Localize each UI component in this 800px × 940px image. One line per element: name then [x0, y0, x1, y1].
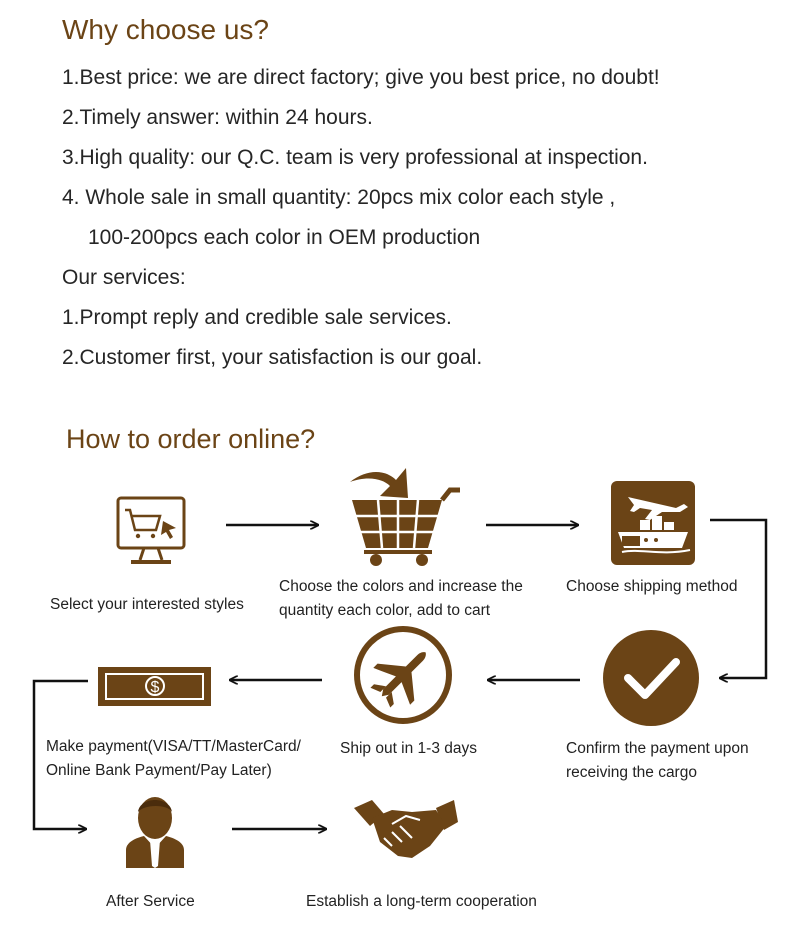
service-item-2: 2.Customer first, your satisfaction is our goal.	[62, 346, 483, 369]
airplane-icon	[357, 629, 449, 721]
services-title: Our services:	[62, 266, 186, 289]
why-item-4-cont: 100-200pcs each color in OEM production	[88, 226, 481, 249]
step-confirm-label-2: receiving the cargo	[566, 764, 697, 781]
step-ship-label: Ship out in 1-3 days	[340, 740, 478, 757]
service-item-1: 1.Prompt reply and credible sale services.	[62, 306, 452, 329]
step-pay-label-2: Online Bank Payment/Pay Later)	[46, 762, 272, 779]
step-coop-label: Establish a long-term cooperation	[306, 893, 537, 910]
shopping-cart-icon	[350, 468, 460, 566]
payment-icon	[98, 667, 211, 706]
why-item-2: 2.Timely answer: within 24 hours.	[62, 106, 373, 129]
computer-cart-icon	[118, 498, 184, 562]
step-cart-label-1: Choose the colors and increase the	[279, 578, 523, 595]
step-confirm-label-1: Confirm the payment upon	[566, 740, 749, 757]
step-shipping-label: Choose shipping method	[566, 578, 738, 595]
step-cart-label-2: quantity each color, add to cart	[279, 602, 491, 619]
person-icon	[126, 797, 184, 868]
order-title: How to order online?	[66, 424, 316, 454]
shipping-icon	[611, 481, 695, 565]
step-select-label: Select your interested styles	[50, 596, 244, 613]
why-item-1: 1.Best price: we are direct factory; give you best price, no doubt!	[62, 66, 660, 89]
svg-text:$: $	[150, 679, 160, 696]
arrow-3	[710, 520, 766, 678]
handshake-icon	[354, 800, 458, 858]
why-item-4: 4. Whole sale in small quantity: 20pcs mix color each style ,	[62, 186, 616, 209]
step-pay-label-1: Make payment(VISA/TT/MasterCard/	[46, 738, 301, 755]
step-after-label: After Service	[106, 893, 195, 910]
why-item-3: 3.High quality: our Q.C. team is very professional at inspection.	[62, 146, 648, 169]
checkmark-icon	[603, 630, 699, 726]
why-title: Why choose us?	[62, 14, 269, 45]
